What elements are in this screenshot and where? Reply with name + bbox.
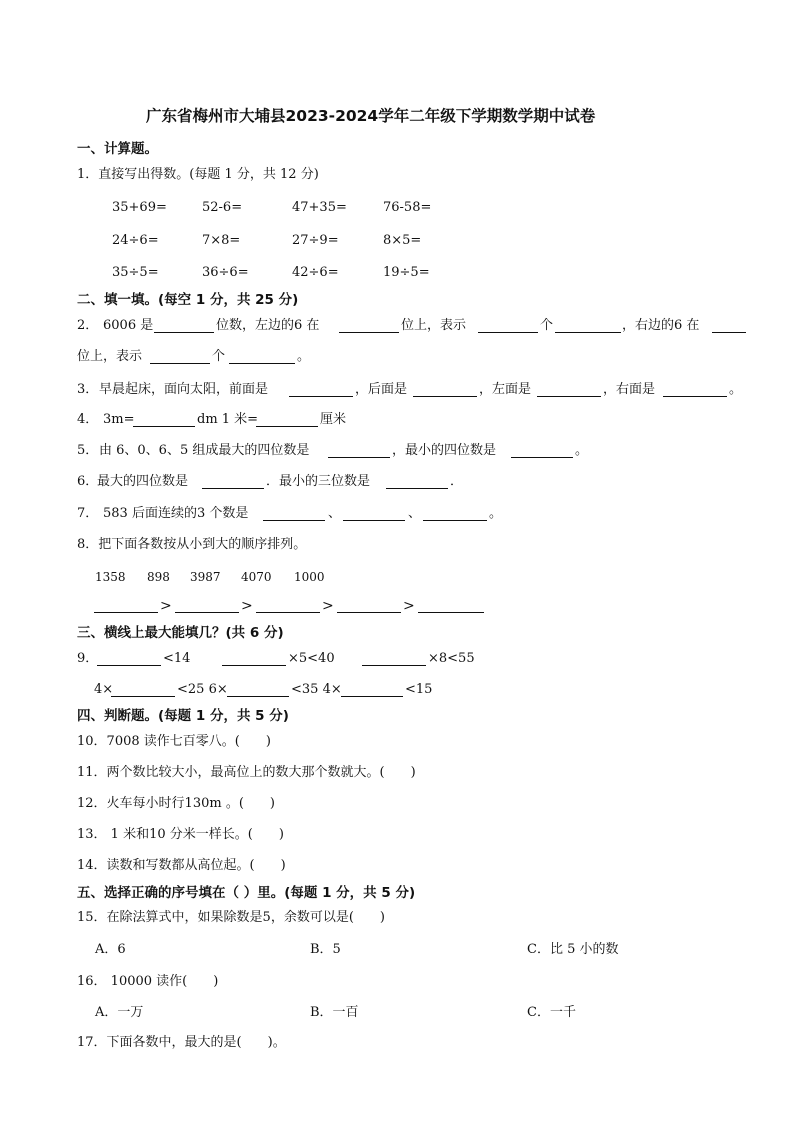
calc-item: 19÷5= (383, 265, 430, 280)
answer-blank[interactable] (423, 520, 487, 521)
q9-text-d4: <15 (405, 682, 433, 697)
answer-blank[interactable] (328, 457, 390, 458)
question-number: 8． (77, 537, 99, 552)
answer-blank[interactable] (418, 612, 484, 613)
judge-question (77, 765, 416, 781)
q7-text-3: 、 (408, 506, 422, 521)
question-number: 12． (77, 796, 107, 811)
calc-item: 27÷9= (292, 233, 339, 248)
question-number: 17． (77, 1035, 107, 1050)
judge-question (77, 858, 286, 874)
question-text: 直接写出得数。(每题 1 分，共 12 分) (98, 167, 319, 182)
answer-blank[interactable] (413, 396, 477, 397)
question-text: 读数和写数都从高位起。( ) (106, 858, 286, 873)
q9-text-b: ×5<40 (288, 651, 335, 666)
question-number: 13． (77, 827, 107, 842)
choice-question (77, 974, 218, 990)
answer-blank[interactable] (111, 696, 175, 697)
question-number: 4． (77, 412, 99, 427)
q2-text-2: 位数，左边的6 在 (216, 318, 320, 333)
greater-than-sign: > (241, 598, 253, 614)
calc-item: 7×8= (202, 233, 241, 248)
answer-blank[interactable] (386, 488, 448, 489)
answer-blank[interactable] (537, 396, 601, 397)
calc-item: 8×5= (383, 233, 422, 248)
q5-text-2: ，最小的四位数是 (392, 443, 497, 458)
judge-question (77, 827, 284, 843)
question-number: 1． (77, 167, 99, 182)
q7-text-1: 583 后面连续的3 个数是 (103, 506, 249, 521)
q2-text-4: 个 (540, 318, 554, 333)
answer-blank[interactable] (555, 332, 621, 333)
question-number: 2． (77, 318, 99, 333)
calc-item: 76-58= (383, 200, 432, 215)
q5-text-1: 由 6、0、6、5 组成最大的四位数是 (99, 443, 310, 458)
answer-blank[interactable] (229, 363, 295, 364)
q3-text-1: 早晨起床，面向太阳，前面是 (99, 382, 269, 397)
answer-blank[interactable] (227, 696, 289, 697)
answer-blank[interactable] (150, 363, 210, 364)
option-a[interactable]: A．6 (95, 942, 126, 957)
q2-text-3: 位上，表示 (401, 318, 467, 333)
q2-text-1: 6006 是 (103, 318, 154, 333)
question-number: 11． (77, 765, 107, 780)
answer-blank[interactable] (339, 332, 399, 333)
answer-blank[interactable] (343, 520, 405, 521)
q3-text-2: ，后面是 (355, 382, 408, 397)
q7-text-4: 。 (489, 506, 503, 521)
answer-blank[interactable] (263, 520, 325, 521)
option-c[interactable]: C．比 5 小的数 (527, 942, 619, 957)
question-text: 10000 读作( ) (106, 974, 219, 989)
option-b[interactable]: B．5 (310, 942, 341, 957)
section-heading-fill: 二、填一填。(每空 1 分，共 25 分) (77, 292, 299, 308)
number-item: 1000 (294, 570, 325, 584)
section-heading-calc: 一、计算题。 (77, 141, 158, 157)
section-heading-choice: 五、选择正确的序号填在（ ）里。(每题 1 分，共 5 分) (77, 885, 416, 901)
answer-blank[interactable] (337, 612, 401, 613)
answer-blank[interactable] (511, 457, 573, 458)
greater-than-sign: > (160, 598, 172, 614)
question-number: 9． (77, 651, 99, 666)
answer-blank[interactable] (341, 696, 403, 697)
question-number: 10． (77, 734, 107, 749)
q3-text-5: 。 (729, 382, 743, 397)
q9-text-d2: <25 6× (177, 682, 228, 697)
question-1 (77, 167, 319, 183)
judge-question (77, 734, 271, 750)
q4-text-1: 3m= (103, 412, 135, 427)
greater-than-sign: > (322, 598, 334, 614)
option-c[interactable]: C．一千 (527, 1005, 576, 1020)
number-item: 1358 (95, 570, 126, 584)
question-text: 下面各数中，最大的是( )。 (106, 1035, 286, 1050)
question-number: 5． (77, 443, 99, 458)
answer-blank[interactable] (289, 396, 353, 397)
calc-item: 35÷5= (112, 265, 159, 280)
answer-blank[interactable] (175, 612, 239, 613)
question-text: 1 米和10 分米一样长。( ) (106, 827, 284, 842)
answer-blank[interactable] (202, 488, 264, 489)
q4-text-2: dm 1 米= (197, 412, 259, 427)
question-text: 在除法算式中，如果除数是5，余数可以是( ) (106, 910, 385, 925)
q2-text-5: ，右边的6 在 (622, 318, 700, 333)
q2-text-8: 。 (297, 349, 311, 364)
page-title: 广东省梅州市大埔县2023-2024学年二年级下学期数学期中试卷 (146, 107, 596, 125)
section-heading-judge: 四、判断题。(每题 1 分，共 5 分) (77, 708, 289, 724)
q6-text-2: ．最小的三位数是 (266, 474, 371, 489)
choice-question (77, 1035, 286, 1051)
calc-item: 42÷6= (292, 265, 339, 280)
answer-blank[interactable] (712, 332, 746, 333)
q5-text-3: 。 (575, 443, 589, 458)
greater-than-sign: > (403, 598, 415, 614)
question-number: 3． (77, 382, 99, 397)
answer-blank[interactable] (97, 665, 161, 666)
answer-blank[interactable] (222, 665, 286, 666)
number-item: 898 (147, 570, 170, 584)
calc-item: 24÷6= (112, 233, 159, 248)
q2-text-6: 位上，表示 (77, 349, 143, 364)
judge-question (77, 796, 275, 812)
q7-text-2: 、 (328, 506, 342, 521)
calc-item: 52-6= (202, 200, 243, 215)
q2-text-7: 个 (212, 349, 226, 364)
q9-text-c: ×8<55 (428, 651, 475, 666)
q9-text-a: <14 (163, 651, 191, 666)
question-text: 火车每小时行130m 。( ) (106, 796, 275, 811)
q6-text-1: 最大的四位数是 (97, 474, 189, 489)
answer-blank[interactable] (478, 332, 538, 333)
q3-text-3: ，左面是 (479, 382, 532, 397)
answer-blank[interactable] (663, 396, 727, 397)
answer-blank[interactable] (94, 612, 158, 613)
question-number: 16． (77, 974, 107, 989)
calc-item: 35+69= (112, 200, 167, 215)
answer-blank[interactable] (133, 426, 195, 427)
number-item: 4070 (241, 570, 272, 584)
q6-text-3: ． (450, 474, 464, 489)
question-text: 两个数比较大小，最高位上的数大那个数就大。( ) (106, 765, 416, 780)
calc-item: 36÷6= (202, 265, 249, 280)
answer-blank[interactable] (256, 612, 320, 613)
choice-question (77, 910, 385, 926)
option-a[interactable]: A．一万 (95, 1005, 144, 1020)
option-b[interactable]: B．一百 (310, 1005, 359, 1020)
question-text: 7008 读作七百零八。( ) (106, 734, 271, 749)
question-number: 15． (77, 910, 107, 925)
question-text: 把下面各数按从小到大的顺序排列。 (98, 537, 307, 552)
q9-text-d1: 4× (94, 682, 114, 697)
calc-item: 47+35= (292, 200, 347, 215)
question-number: 7． (77, 506, 99, 521)
question-8 (77, 537, 306, 553)
question-number: 6． (77, 474, 99, 489)
answer-blank[interactable] (154, 332, 214, 333)
q4-text-3: 厘米 (320, 412, 347, 427)
answer-blank[interactable] (362, 665, 426, 666)
q3-text-4: ，右面是 (603, 382, 656, 397)
question-number: 14． (77, 858, 107, 873)
number-item: 3987 (190, 570, 221, 584)
answer-blank[interactable] (256, 426, 318, 427)
section-heading-max-fill: 三、横线上最大能填几？(共 6 分) (77, 625, 284, 641)
q9-text-d3: <35 4× (291, 682, 342, 697)
